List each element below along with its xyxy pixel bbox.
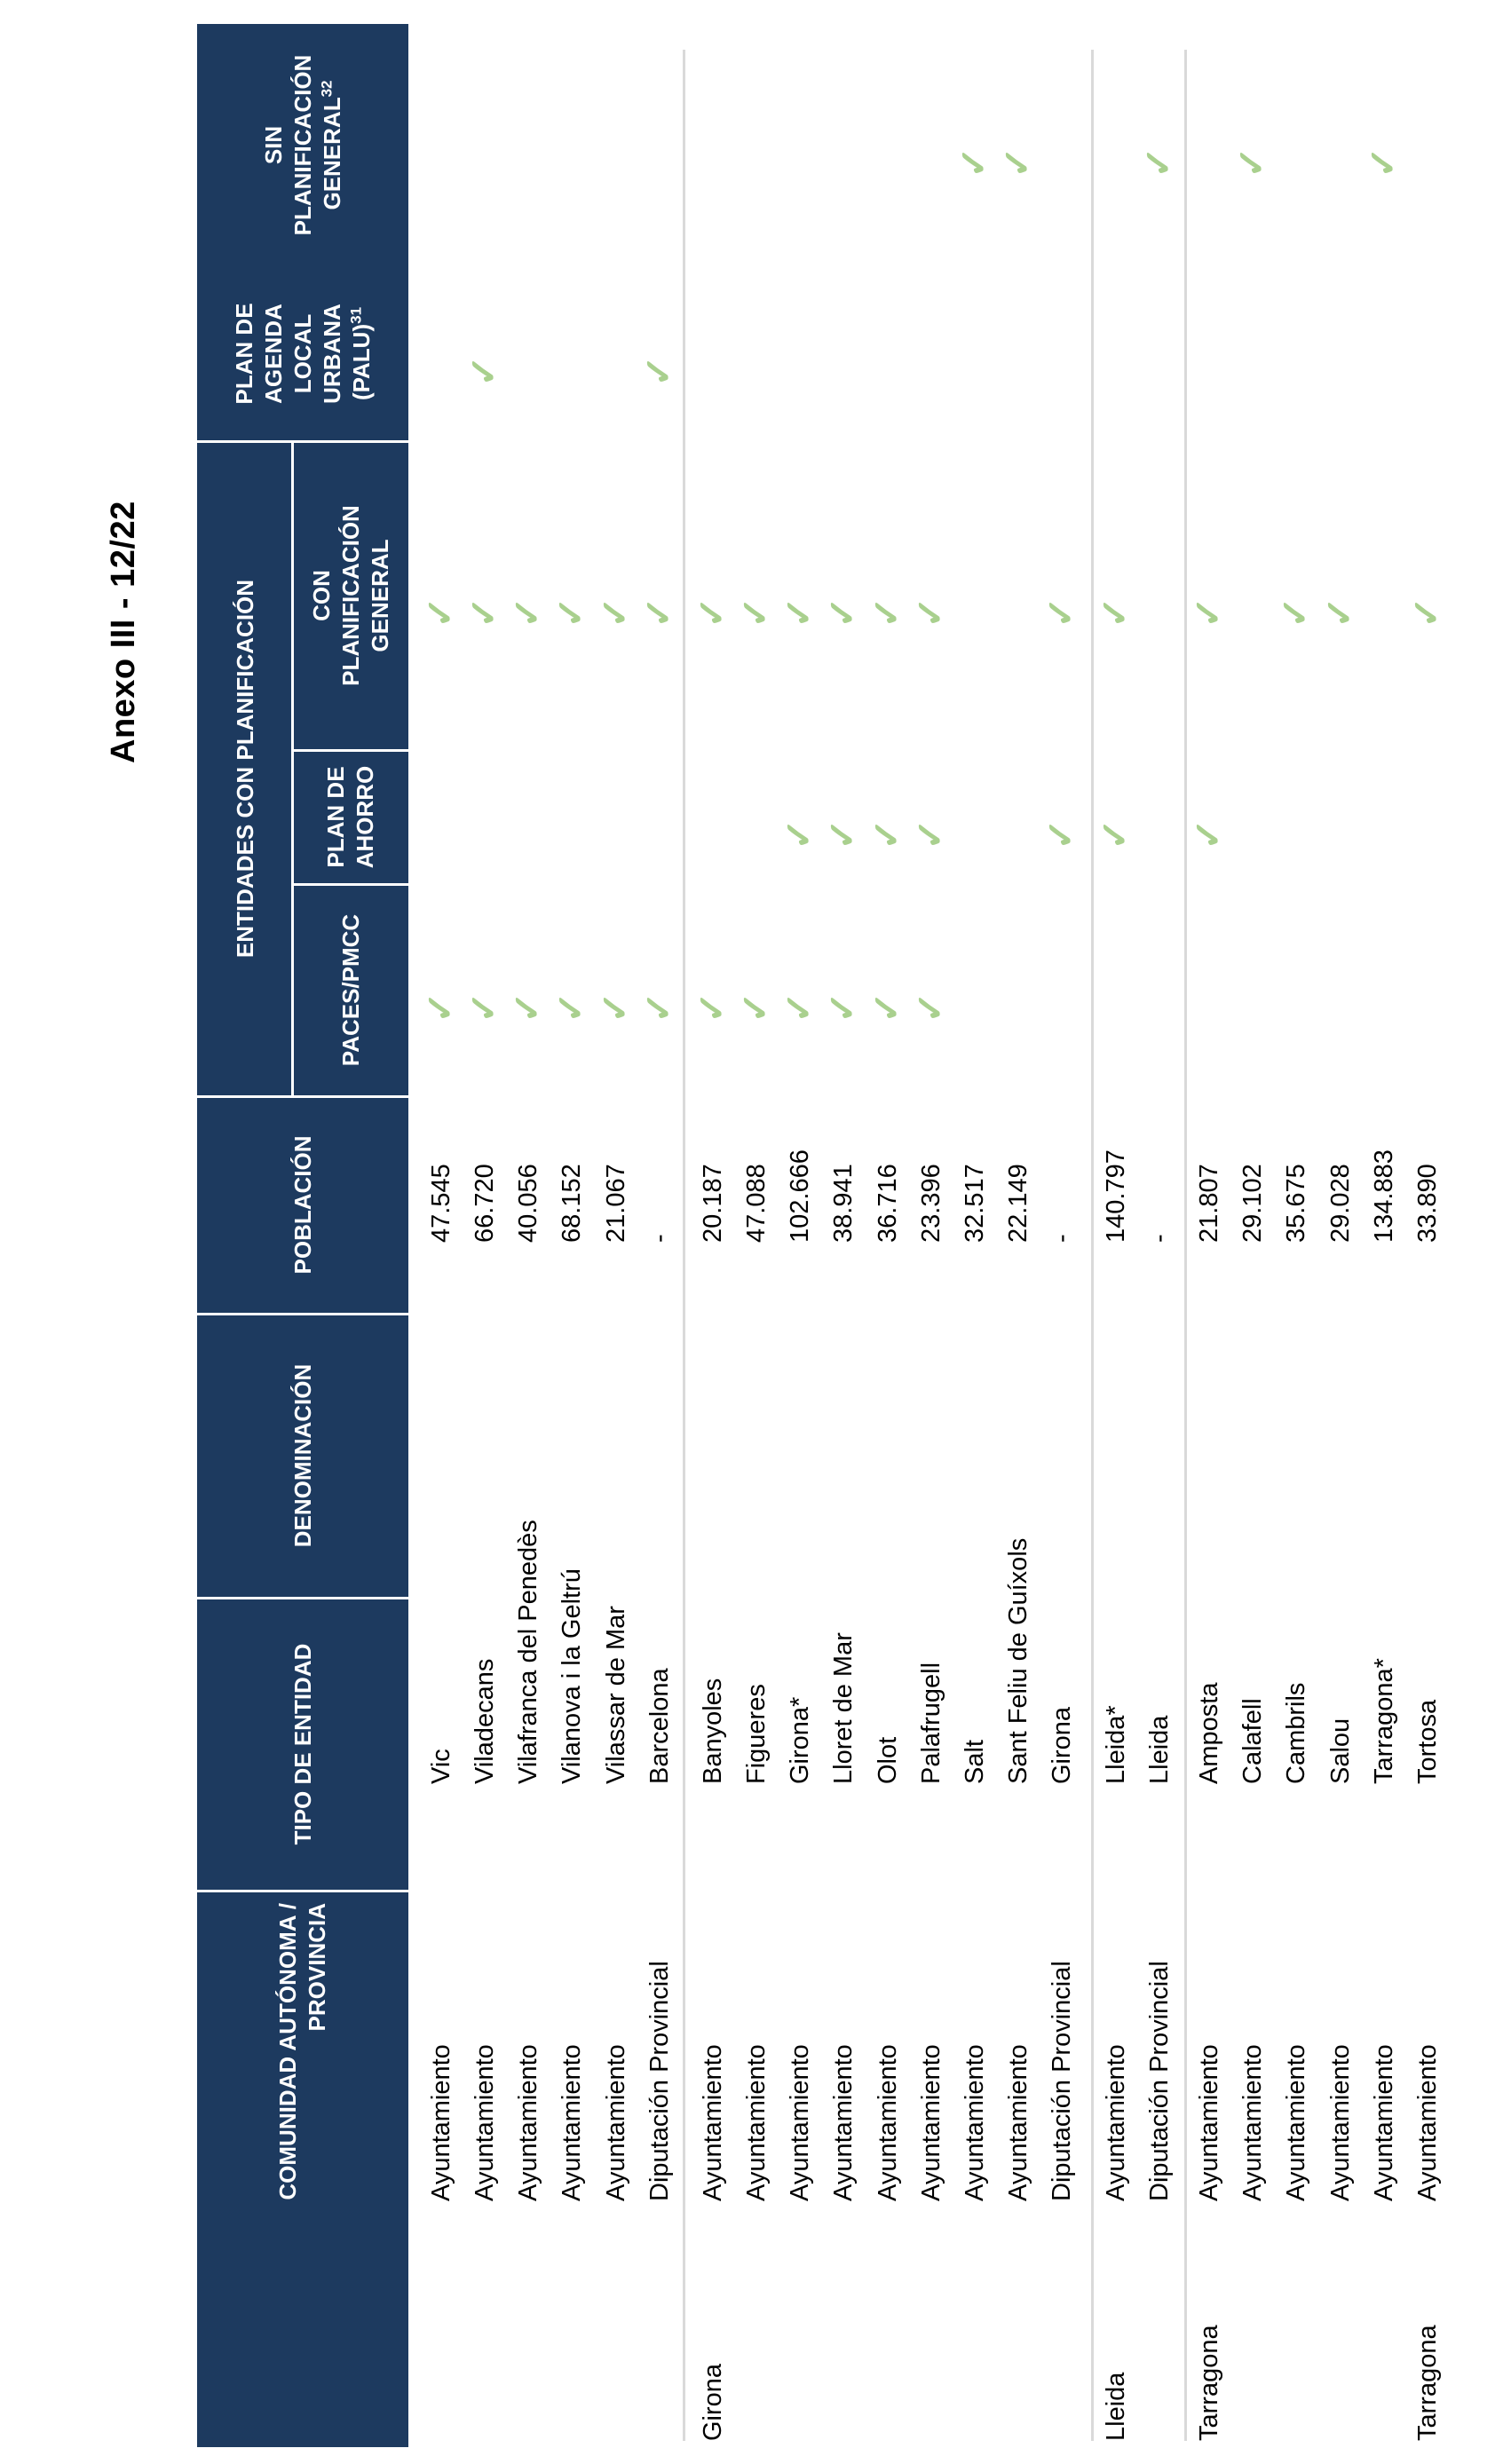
- check-paces-pmcc: ✓: [691, 991, 732, 1023]
- header-sin-line3: GENERAL$^{32}$: [317, 80, 345, 210]
- denomination-cell: Tortosa: [1413, 1699, 1442, 1784]
- header-tipo-label: TIPO DE ENTIDAD: [289, 1643, 316, 1845]
- check-paces-pmcc: ✓: [550, 991, 591, 1023]
- palu-footnote-ref: 31: [346, 306, 364, 324]
- entity-row: [1275, 0, 1318, 2464]
- check-con-planificacion-general: ✓: [637, 596, 679, 628]
- denomination-cell: Viladecans: [471, 1658, 499, 1784]
- entity-type-cell: Ayuntamiento: [1370, 2044, 1398, 2201]
- denomination-cell: Lleida: [1145, 1715, 1174, 1784]
- check-con-planificacion-general: ✓: [419, 596, 461, 628]
- entity-row: [910, 0, 953, 2464]
- province-separator-girona-lleida: [1091, 50, 1094, 2441]
- province-cell: Tarragona: [1195, 2325, 1223, 2441]
- population-cell: -: [1145, 1234, 1174, 1243]
- header-sin-line1: SIN: [259, 125, 287, 165]
- entity-type-cell: Ayuntamiento: [514, 2044, 542, 2201]
- check-paces-pmcc: ✓: [637, 991, 679, 1023]
- header-paces-label: PACES/PMCC: [336, 913, 364, 1067]
- check-sin-planificacion: ✓: [1362, 146, 1404, 178]
- check-plan-ahorro: ✓: [1094, 818, 1135, 850]
- denomination-cell: Vilassar de Mar: [602, 1606, 630, 1784]
- check-sin-planificacion: ✓: [1137, 146, 1179, 178]
- entity-row: [638, 0, 682, 2464]
- entity-row: [1040, 0, 1084, 2464]
- denomination-cell: Palafrugell: [917, 1662, 945, 1784]
- check-con-planificacion-general: ✓: [1094, 596, 1135, 628]
- check-sin-planificacion: ✓: [953, 146, 994, 178]
- population-cell: 140.797: [1102, 1149, 1130, 1243]
- header-divider: [197, 1597, 408, 1599]
- header-conpg-line3: GENERAL: [366, 539, 393, 652]
- population-cell: 20.187: [699, 1164, 727, 1243]
- entity-type-cell: Ayuntamiento: [1004, 2044, 1032, 2201]
- check-paces-pmcc: ✓: [594, 991, 636, 1023]
- denomination-cell: Olot: [874, 1736, 902, 1784]
- header-divider: [293, 883, 408, 886]
- check-con-planificacion-general: ✓: [691, 596, 732, 628]
- entity-type-cell: Ayuntamiento: [1413, 2044, 1442, 2201]
- check-con-planificacion-general: ✓: [778, 596, 819, 628]
- check-paces-pmcc: ✓: [419, 991, 461, 1023]
- province-separator-barcelona-girona: [683, 50, 685, 2441]
- population-cell: 47.088: [742, 1164, 771, 1243]
- denomination-cell: Vilanova i la Geltrú: [558, 1568, 586, 1784]
- header-palu-line1: PLAN DE: [230, 303, 257, 405]
- check-con-planificacion-general: ✓: [1040, 596, 1081, 628]
- check-con-planificacion-general: ✓: [1187, 596, 1229, 628]
- population-cell: 47.545: [427, 1164, 455, 1243]
- population-cell: 102.666: [786, 1149, 814, 1243]
- header-conpg-line1: CON: [307, 570, 335, 621]
- check-palu: ✓: [637, 355, 679, 387]
- header-palu-line4: URBANA: [318, 304, 345, 404]
- check-con-planificacion-general: ✓: [594, 596, 636, 628]
- header-con-planificacion-general: [293, 441, 408, 750]
- sin-footnote-ref: 32: [317, 80, 335, 98]
- entity-row: [779, 0, 822, 2464]
- entity-type-cell: Ayuntamiento: [917, 2044, 945, 2201]
- check-con-planificacion-general: ✓: [506, 596, 548, 628]
- population-cell: 23.396: [917, 1164, 945, 1243]
- denomination-cell: Figueres: [742, 1684, 771, 1784]
- entity-row: [1319, 0, 1363, 2464]
- check-plan-ahorro: ✓: [821, 818, 863, 850]
- page-annotation: Anexo III - 12/22: [105, 501, 142, 763]
- denomination-cell: Calafell: [1238, 1698, 1267, 1784]
- header-tipo-entidad: [197, 1598, 408, 1891]
- entity-type-cell: Ayuntamiento: [742, 2044, 771, 2201]
- header-sin-line2: PLANIFICACIÓN: [289, 54, 316, 236]
- header-ahorro-line1: PLAN DE: [322, 766, 349, 868]
- header-comunidad-line2: PROVINCIA: [304, 1903, 330, 2032]
- entity-type-cell: Diputación Provincial: [1145, 1961, 1174, 2201]
- entity-type-cell: Ayuntamiento: [699, 2044, 727, 2201]
- entity-row: [420, 0, 463, 2464]
- denomination-cell: Barcelona: [645, 1668, 674, 1784]
- check-con-planificacion-general: ✓: [463, 596, 504, 628]
- entity-row: [692, 0, 735, 2464]
- check-paces-pmcc: ✓: [866, 991, 907, 1023]
- population-cell: 21.807: [1195, 1164, 1223, 1243]
- check-paces-pmcc: ✓: [463, 991, 504, 1023]
- header-entidades-label: ENTIDADES CON PLANIFICACIÓN: [231, 579, 258, 959]
- entity-row: [866, 0, 910, 2464]
- entity-row: [1095, 0, 1138, 2464]
- denomination-cell: Girona: [1048, 1706, 1076, 1784]
- entity-type-cell: Ayuntamiento: [1195, 2044, 1223, 2201]
- population-cell: 38.941: [829, 1164, 858, 1243]
- entity-type-cell: Ayuntamiento: [558, 2044, 586, 2201]
- population-cell: 33.890: [1413, 1164, 1442, 1243]
- population-cell: -: [1048, 1234, 1076, 1243]
- entity-type-cell: Ayuntamiento: [786, 2044, 814, 2201]
- entity-row: [463, 0, 507, 2464]
- header-palu-line3: LOCAL: [289, 313, 316, 394]
- header-poblacion: [197, 1096, 408, 1314]
- entity-row: [997, 0, 1040, 2464]
- entity-row: [822, 0, 866, 2464]
- entity-type-cell: Ayuntamiento: [1238, 2044, 1267, 2201]
- denomination-cell: Sant Feliu de Guíxols: [1004, 1537, 1032, 1784]
- entity-row: [1406, 0, 1450, 2464]
- population-cell: -: [645, 1234, 674, 1243]
- header-poblacion-label: POBLACIÓN: [289, 1135, 316, 1275]
- entity-type-cell: Diputación Provincial: [1048, 1961, 1076, 2201]
- header-denominacion-label: DENOMINACIÓN: [289, 1363, 316, 1548]
- entity-type-cell: Diputación Provincial: [645, 1961, 674, 2201]
- province-cell: Tarragona: [1413, 2325, 1442, 2441]
- entity-row: [1363, 0, 1406, 2464]
- province-cell: Girona: [699, 2363, 727, 2441]
- header-sin-planificacion: [197, 24, 408, 266]
- check-paces-pmcc: ✓: [909, 991, 951, 1023]
- denomination-cell: Cambrils: [1282, 1682, 1310, 1784]
- entity-row: [1138, 0, 1182, 2464]
- header-divider: [197, 1095, 408, 1098]
- check-plan-ahorro: ✓: [1187, 818, 1229, 850]
- header-palu-line5: (PALU)$^{31}$: [346, 306, 375, 401]
- check-paces-pmcc: ✓: [778, 991, 819, 1023]
- denomination-cell: Amposta: [1195, 1682, 1223, 1784]
- check-plan-ahorro: ✓: [909, 818, 951, 850]
- province-cell: Lleida: [1102, 2372, 1130, 2441]
- check-sin-planificacion: ✓: [1230, 146, 1272, 178]
- header-group-divider: [291, 441, 294, 1096]
- denomination-cell: Salt: [961, 1740, 989, 1784]
- entity-row: [550, 0, 594, 2464]
- check-plan-ahorro: ✓: [866, 818, 907, 850]
- header-comunidad: [197, 1891, 408, 2447]
- check-sin-planificacion: ✓: [996, 146, 1038, 178]
- check-palu: ✓: [463, 355, 504, 387]
- population-cell: 66.720: [471, 1164, 499, 1243]
- check-con-planificacion-general: ✓: [734, 596, 776, 628]
- header-divider: [197, 440, 408, 443]
- check-con-planificacion-general: ✓: [866, 596, 907, 628]
- header-comunidad-line1: COMUNIDAD AUTÓNOMA /: [274, 1903, 301, 2200]
- denomination-cell: Vic: [427, 1749, 455, 1784]
- entity-type-cell: Ayuntamiento: [602, 2044, 630, 2201]
- population-cell: 134.883: [1370, 1149, 1398, 1243]
- check-con-planificacion-general: ✓: [1318, 596, 1360, 628]
- population-cell: 36.716: [874, 1164, 902, 1243]
- population-cell: 40.056: [514, 1164, 542, 1243]
- denomination-cell: Lleida*: [1102, 1705, 1130, 1784]
- check-paces-pmcc: ✓: [734, 991, 776, 1023]
- population-cell: 21.067: [602, 1164, 630, 1243]
- entity-type-cell: Ayuntamiento: [1282, 2044, 1310, 2201]
- entity-type-cell: Ayuntamiento: [874, 2044, 902, 2201]
- header-paces-pmcc: [293, 884, 408, 1096]
- entity-type-cell: Ayuntamiento: [961, 2044, 989, 2201]
- population-cell: 29.028: [1326, 1164, 1355, 1243]
- check-con-planificacion-general: ✓: [909, 596, 951, 628]
- denomination-cell: Banyoles: [699, 1678, 727, 1784]
- denomination-cell: Salou: [1326, 1718, 1355, 1784]
- header-divider: [197, 1313, 408, 1315]
- population-cell: 29.102: [1238, 1164, 1267, 1243]
- header-ahorro-line2: AHORRO: [352, 765, 378, 869]
- check-paces-pmcc: ✓: [821, 991, 863, 1023]
- entity-type-cell: Ayuntamiento: [1102, 2044, 1130, 2201]
- check-con-planificacion-general: ✓: [1405, 596, 1447, 628]
- entity-row: [953, 0, 997, 2464]
- header-conpg-line2: PLANIFICACIÓN: [336, 505, 364, 686]
- entity-type-cell: Ayuntamiento: [1326, 2044, 1355, 2201]
- header-entidades-group: [197, 441, 293, 1096]
- population-cell: 35.675: [1282, 1164, 1310, 1243]
- header-divider: [293, 749, 408, 752]
- entity-row: [507, 0, 550, 2464]
- header-palu-line2: AGENDA: [259, 304, 287, 404]
- entity-type-cell: Ayuntamiento: [829, 2044, 858, 2201]
- check-paces-pmcc: ✓: [506, 991, 548, 1023]
- header-denominacion: [197, 1314, 408, 1598]
- denomination-cell: Girona*: [786, 1696, 814, 1784]
- entity-type-cell: Ayuntamiento: [427, 2044, 455, 2201]
- header-plan-ahorro: [293, 750, 408, 884]
- population-cell: 32.517: [961, 1164, 989, 1243]
- entity-row: [595, 0, 638, 2464]
- header-divider: [197, 1890, 408, 1892]
- population-cell: 22.149: [1004, 1164, 1032, 1243]
- population-cell: 68.152: [558, 1164, 586, 1243]
- denomination-cell: Vilafranca del Penedès: [514, 1520, 542, 1784]
- check-con-planificacion-general: ✓: [1274, 596, 1316, 628]
- denomination-cell: Tarragona*: [1370, 1658, 1398, 1784]
- entity-row: [1231, 0, 1275, 2464]
- check-con-planificacion-general: ✓: [550, 596, 591, 628]
- check-con-planificacion-general: ✓: [821, 596, 863, 628]
- entity-row: [1188, 0, 1231, 2464]
- check-plan-ahorro: ✓: [1040, 818, 1081, 850]
- province-separator-lleida-tarragona: [1184, 50, 1187, 2441]
- denomination-cell: Lloret de Mar: [829, 1632, 858, 1784]
- header-palu: [197, 266, 408, 441]
- entity-type-cell: Ayuntamiento: [471, 2044, 499, 2201]
- entity-row: [735, 0, 779, 2464]
- check-plan-ahorro: ✓: [778, 818, 819, 850]
